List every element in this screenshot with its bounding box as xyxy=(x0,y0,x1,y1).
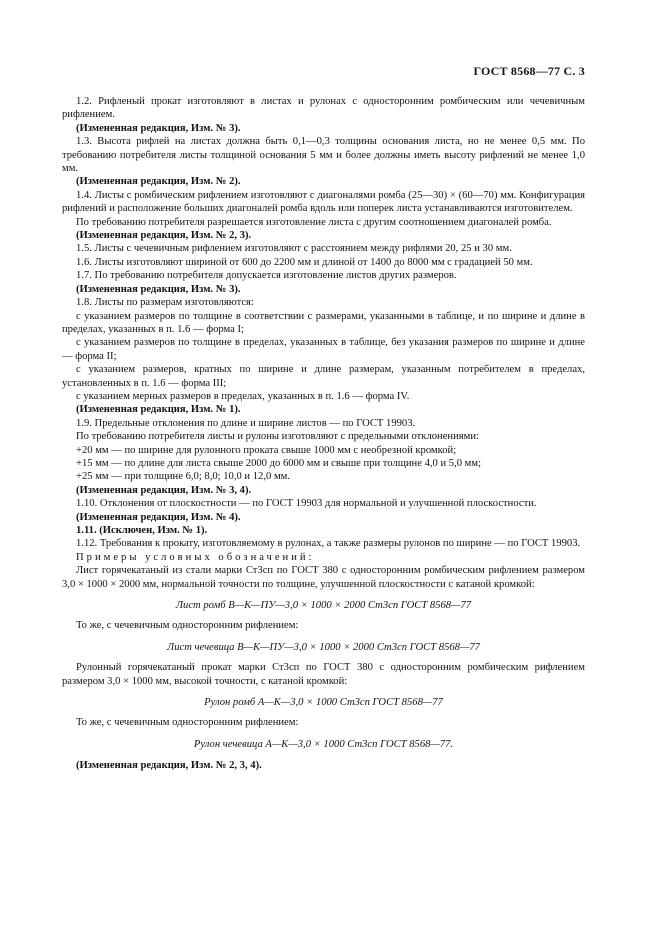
paragraph: 1.3. Высота рифлей на листах должна быть 0,1—0,3 толщины основания листа, но не менее 0,5 мм. По требованию потребителя листы толщиной основания 5 мм и более должны иметь высоту рифлений не менее 1,0 мм. xyxy=(62,136,585,175)
list-item: с указанием размеров по толщине в пределах, указанных в таблице, без указания размеров по ширине и длине — форма II; xyxy=(62,337,585,362)
example-text: Рулонный горячекатаный прокат марки Ст3сп по ГОСТ 380 с односторонним ромбическим рифлением размером 3,0 × 1000 мм, высокой точности, с катаной кромкой: xyxy=(62,662,585,687)
list-item: +15 мм — по длине для листа свыше 2000 до 6000 мм и свыше при толщине 4,0 и 5,0 мм; xyxy=(76,457,482,469)
paragraph: 1.8. Листы по размерам изготовляются: xyxy=(76,297,254,309)
paragraph: 1.4. Листы с ромбическим рифлением изготовляют с диагоналями ромба (25—30) × (60—70) мм. Конфигурация рифлений и расположение больших диагоналей ромба вдоль или поперек листа устанавливаются изготовителем. xyxy=(62,189,585,215)
paragraph: 1.5. Листы с чечевичным рифлением изготовляют с расстоянием между рифлями 20, 25 и 30 мм. xyxy=(76,243,512,255)
example-text: То же, с чечевичным односторонним рифлением: xyxy=(76,717,299,729)
paragraph: 1.7. По требованию потребителя допускается изготовление листов других размеров. xyxy=(76,270,457,282)
excluded-clause: 1.11. (Исключен, Изм. № 1). xyxy=(76,525,208,536)
example-text: То же, с чечевичным односторонним рифлением: xyxy=(76,620,299,632)
examples-heading: Примеры условных обозначений: xyxy=(76,551,315,563)
document-body xyxy=(62,95,585,773)
list-item: с указанием мерных размеров в пределах, указанных в п. 1.6 — форма IV. xyxy=(76,390,410,402)
revision-note: (Измененная редакция, Изм. № 3). xyxy=(76,283,241,295)
revision-note: (Измененная редакция, Изм. № 2). xyxy=(76,176,241,188)
revision-note: (Измененная редакция, Изм. № 4). xyxy=(76,511,241,523)
revision-note: (Измененная редакция, Изм. № 1). xyxy=(76,404,241,416)
paragraph: 1.9. Предельные отклонения по длине и ширине листов — по ГОСТ 19903. xyxy=(76,417,416,429)
paragraph: 1.2. Рифленый прокат изготовляют в листах и рулонах с односторонним ромбическим или чечевичным рифлением. xyxy=(62,96,585,121)
list-item: +20 мм — по ширине для рулонного проката свыше 1000 мм с необрезной кромкой; xyxy=(76,444,457,456)
page-header: ГОСТ 8568—77 С. 3 xyxy=(473,64,585,78)
paragraph: 1.6. Листы изготовляют шириной от 600 до 2200 мм и длиной от 1400 до 8000 мм с градацией 50 мм. xyxy=(76,256,533,268)
list-item: +25 мм — при толщине 6,0; 8,0; 10,0 и 12,0 мм. xyxy=(76,471,290,483)
paragraph: 1.10. Отклонения от плоскостности — по ГОСТ 19903 для нормальной и улучшенной плоскостности. xyxy=(76,498,537,510)
revision-note: (Измененная редакция, Изм. № 3, 4). xyxy=(76,484,252,496)
paragraph: По требованию потребителя разрешается изготовление листа с другим соотношением диагоналей ромба. xyxy=(76,216,552,228)
example-text: Лист горячекатаный из стали марки Ст3сп по ГОСТ 380 с односторонним ромбическим рифлением размером 3,0 × 1000 × 2000 мм, нормальной точности по толщине, улучшенной плоскостности с катаной кромкой: xyxy=(62,565,585,590)
example-designation: Лист чечевица В—К—ПУ—3,0 × 1000 × 2000 Ст3сп ГОСТ 8568—77 xyxy=(167,641,480,653)
revision-note: (Измененная редакция, Изм. № 3). xyxy=(76,122,241,134)
revision-note: (Измененная редакция, Изм. № 2, 3, 4). xyxy=(76,760,262,772)
paragraph: По требованию потребителя листы и рулоны изготовляют с предельными отклонениями: xyxy=(76,431,479,443)
list-item: с указанием размеров, кратных по ширине и длине размерам, указанным потребителем в пределах, установленных в п. 1.6 — форма III; xyxy=(62,364,585,389)
example-designation: Лист ромб В—К—ПУ—3,0 × 1000 × 2000 Ст3сп ГОСТ 8568—77 xyxy=(175,600,472,612)
example-designation: Рулон ромб А—К—3,0 × 1000 Ст3сп ГОСТ 8568—77 xyxy=(204,697,443,709)
paragraph: 1.12. Требования к прокату, изготовляемому в рулонах, а также размеры рулонов по ширине — по ГОСТ 19903. xyxy=(76,538,581,550)
example-designation: Рулон чечевица А—К—3,0 × 1000 Ст3сп ГОСТ 8568—77. xyxy=(193,738,454,750)
revision-note: (Измененная редакция, Изм. № 2, 3). xyxy=(76,230,252,242)
list-item: с указанием размеров по толщине в соответствии с размерами, указанными в таблице, и по ширине и длине в пределах, указанных в п. 1.6 — форма I; xyxy=(62,310,585,335)
